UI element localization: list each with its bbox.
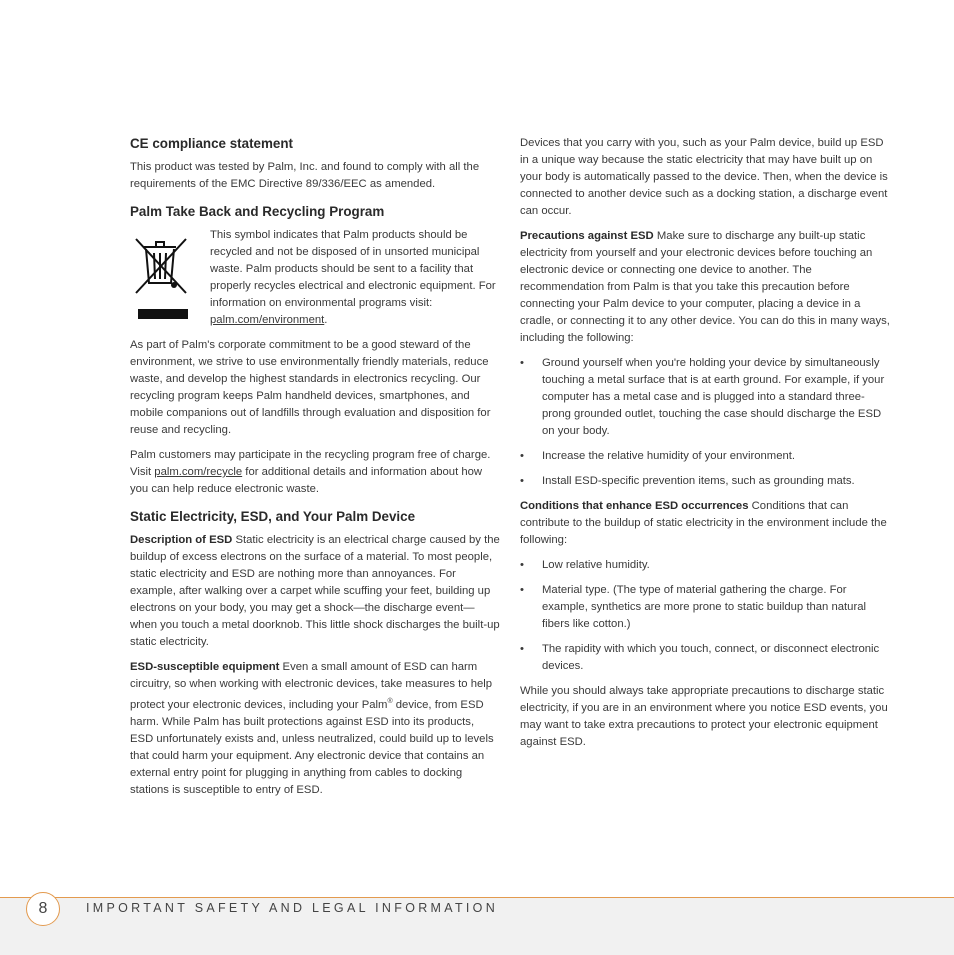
list-item: • Increase the relative humidity of your environment. xyxy=(520,448,890,465)
recycle-symbol-text: This symbol indicates that Palm products should be recycled and not be disposed of in unsorted municipal waste. Palm products should be sent to a facility that properly recycles electrical and electronic equipment. For information on environmental programs visit: xyxy=(210,229,496,309)
precautions-list xyxy=(520,355,890,490)
recycle-program-text: Palm customers may participate in the recycling program free of charge. Visit palm.com/recycle for additional details and information about how you can help reduce electronic waste. xyxy=(130,449,491,495)
footer-section-title: IMPORTANT SAFETY AND LEGAL INFORMATION xyxy=(86,901,499,915)
recycle-link[interactable]: palm.com/recycle xyxy=(154,466,243,478)
list-item: • Low relative humidity. xyxy=(520,557,890,574)
closing-text: While you should always take appropriate precautions to discharge static electricity, if you are in an environment where you notice ESD events, you may want to take extra precautions to protect your electronic equipment against ESD. xyxy=(520,685,888,748)
ce-heading: CE compliance statement xyxy=(130,136,293,151)
esd-description-head: Description of ESD xyxy=(130,534,233,546)
list-item: • Ground yourself when you're holding your device by simultaneously touching a metal surface that is at earth ground. For example, if your computer has a metal case and is plugged into a standard three-prong grounded outlet, touching the case should discharge the ESD on your body. xyxy=(520,355,890,440)
environment-link[interactable]: palm.com/environment xyxy=(210,314,325,326)
left-column xyxy=(130,135,500,807)
conditions-text: Conditions that enhance ESD occurrences Conditions that can contribute to the buildup of static electricity in the environment include the following: xyxy=(520,500,887,546)
list-item: • Install ESD-specific prevention items, such as grounding mats. xyxy=(520,473,890,490)
right-column xyxy=(520,135,890,759)
crossed-out-wheelie-bin-icon xyxy=(130,227,210,329)
precautions-text: Precautions against ESD Make sure to discharge any built-up static electricity from yourself and your electronic devices before touching an electronic device or connecting one device to another. The recommendation from Palm is that you take this precaution before connecting your Palm device to your computer, placing a device in a cradle, or connecting it to any other device. You can do this in many ways, including the following: xyxy=(520,230,890,344)
esd-susceptible-head: ESD-susceptible equipment xyxy=(130,661,280,673)
precautions-head: Precautions against ESD xyxy=(520,230,654,242)
conditions-list xyxy=(520,557,890,675)
list-item: • The rapidity with which you touch, connect, or disconnect electronic devices. xyxy=(520,641,890,675)
recycle-commitment-text: As part of Palm's corporate commitment to be a good steward of the environment, we strive to use environmentally friendly materials, reduce waste, and develop the highest standards in electronics recycling. Our recycling program keeps Palm handheld devices, smartphones, and mobile companions out of landfills through evaluation and disposition for reuse and recycling. xyxy=(130,339,491,436)
registered-mark: ® xyxy=(387,698,393,705)
esd-heading: Static Electricity, ESD, and Your Palm Device xyxy=(130,509,416,524)
list-item: • Material type. (The type of material gathering the charge. For example, synthetics are more prone to static buildup than natural fibers like cotton.) xyxy=(520,582,890,633)
esd-susceptible: ESD-susceptible equipment Even a small amount of ESD can harm circuitry, so when working with electronic devices, take measures to help protect your electronic devices, including your Palm® device, from ESD harm. While Palm has built protections against ESD into its products, ESD unfortunately exists and, unless neutralized, could build up to levels that could harm your equipment. Any electronic device that contains an external entry point for plugging in anything from cables to docking stations is susceptible to entry of ESD. xyxy=(130,661,494,796)
esd-description: Description of ESD Static electricity is an electrical charge caused by the buildup of excess electrons on the surface of a material. To most people, static electricity and ESD are nothing more than annoyances. For example, after walking over a carpet while scuffing your feet, building up electrons on your body, you may get a shock—the discharge event—when you touch a metal doorknob. This little shock discharges the built-up static electricity. xyxy=(130,534,500,648)
conditions-head: Conditions that enhance ESD occurrences xyxy=(520,500,749,512)
page-number: 8 xyxy=(26,892,60,926)
recycle-symbol-block: This symbol indicates that Palm products should be recycled and not be disposed of in unsorted municipal waste. Palm products should be sent to a facility that properly recycles electrical and electronic equipment. For information on environmental programs visit: palm.com/environment. xyxy=(130,227,500,329)
recycle-heading: Palm Take Back and Recycling Program xyxy=(130,204,385,219)
device-esd-text: Devices that you carry with you, such as your Palm device, build up ESD in a unique way because the static electricity that may have built up on your body is automatically passed to the device. Then, when the device is connected to another device such as a docking station, a discharge event can occur. xyxy=(520,137,888,217)
ce-text: This product was tested by Palm, Inc. and found to comply with all the requirements of the EMC Directive 89/336/EEC as amended. xyxy=(130,161,480,190)
